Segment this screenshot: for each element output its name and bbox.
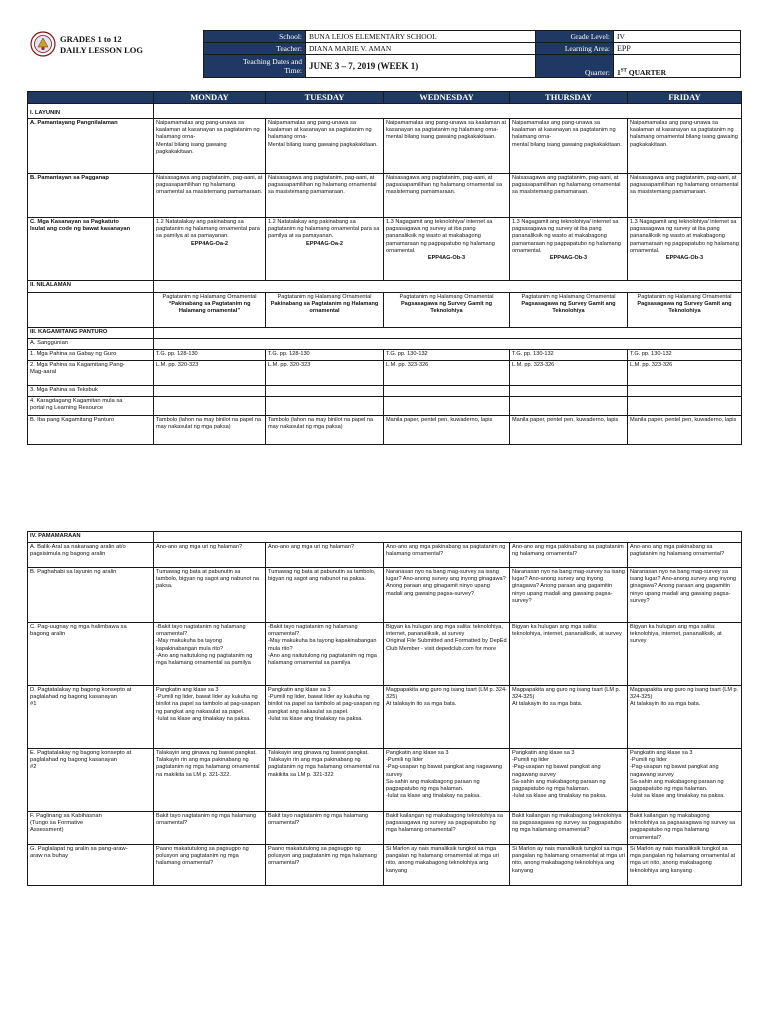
- nilalaman-blank: [28, 293, 154, 328]
- table-cell: T.G. pp. 128-130: [266, 350, 384, 361]
- table-cell: Naipamamalas ang pang-unawa sa kaalaman at kasanayan sa pagtatanim ng halamang orna- mental bilang isang gawaing pagkakakitaan.: [384, 119, 510, 174]
- table-cell: L.M. pp. 323-326: [628, 361, 742, 386]
- competency-text: 1.3 Nagagamit ang teknolohiya/ internet sa pagsasagawa ng survey at iba pang pananaliksik ng wasto at makabagong pamamaraan ng pagpapatubo ng halamang ornamental.: [512, 219, 621, 254]
- nilalaman-label: II. NILALAMAN: [28, 281, 154, 293]
- table-cell: Naranasan nyo na bang mag-survey sa isang lugar? Ano-anong survey ang inyong ginagawa? Anong paraan ang gagamitin ninyo upang madali ang gawaing pagsa-survey?: [628, 568, 742, 623]
- iba-pang-kagamitan-row: [28, 416, 742, 445]
- kagamitan-spacer: [154, 328, 742, 339]
- dates-label: [204, 55, 306, 78]
- corner-cell: [28, 92, 154, 104]
- gabay-guro-row: [28, 350, 742, 361]
- competency-text: 1.2 Natatalakay ang pakinabang sa pagtatanim ng halamang ornamental para sa pamilya at sa pamayanan.: [268, 219, 380, 240]
- table-cell: [266, 386, 384, 397]
- row-label: A. Pamantayang Pangnilalaman: [28, 119, 154, 174]
- pamamaraan-row: [28, 532, 742, 543]
- table-cell: Pangkatin ang klase sa 3 -Pumili ng lider -Pag-usapan ng bawat pangkat ang nagawang survey Sa-sahin ang makabagong paraan ng pagpapatubo ng mga halaman. -Iulat sa klase ang tinalakay na paksa.: [510, 749, 628, 812]
- teksbuk-row: [28, 386, 742, 397]
- row-label: G. Paglalapat ng aralin sa pang-araw- araw na buhay: [28, 845, 154, 886]
- kagamitang-mag-aaral-row: [28, 361, 742, 386]
- table-cell: Tambolo (lahon na may binilot na papel na may nakasulat ng mga paksa): [266, 416, 384, 445]
- grade-level-value: IV: [614, 31, 741, 43]
- lesson-table-1: [27, 91, 742, 445]
- kagamitan-row: [28, 328, 742, 339]
- table-cell: -Bakit tayo nagtatanim ng halamang ornamental? -May makukuha ba tayong kapakinabangan mula rito? -Ano ang naitutulong ng pagtatanim ng mga halamang ornamental sa pamilya: [266, 623, 384, 686]
- table-cell: T.G. pp. 130-132: [510, 350, 628, 361]
- sanggunian-spacer: [154, 339, 742, 350]
- table-cell: Manila paper, pentel pen, kuwaderno, lapis: [628, 416, 742, 445]
- pagtatalakay-1-row: [28, 686, 742, 749]
- table-cell: Bakit kailangan ng makabagong teknolohiya sa pagsasagawa ng survey sa pagpapatubo ng mga halamang ornamental?: [384, 812, 510, 845]
- table-cell: Naisasagawa ang pagtatanim, pag-aani, at pagsasapamilihan ng halamang ornamental sa masistemang pamamaraan.: [154, 174, 266, 218]
- row-label: B. Iba pang Kagamitang Panturo: [28, 416, 154, 445]
- row-label: [28, 218, 154, 281]
- layunin-label: I. LAYUNIN: [28, 104, 154, 119]
- sanggunian-row: [28, 339, 742, 350]
- table-cell: [154, 397, 266, 416]
- day-tuesday: TUESDAY: [266, 92, 384, 104]
- content-subtitle: Pagsasagawa ng Survey Gamit ng Teknolohiya: [400, 301, 493, 315]
- row-label-text: C. Mga Kasanayan sa Pagkatuto Isulat ang code ng bawat kasanayan: [30, 219, 131, 233]
- table-cell: Naranasan nyo na bang mag-survey sa isang lugar? Ano-anong survey ang inyong ginagawa? Anong paraan ang gagamitin ninyo upang madali ang gawaing pagsa-survey?: [510, 568, 628, 623]
- row-label: E. Pagtatalakay ng bagong konsepto at paglalahad ng bagong kasanayan #2: [28, 749, 154, 812]
- table-cell: [384, 386, 510, 397]
- table-cell: Manila paper, pentel pen, kuwaderno, lapis: [510, 416, 628, 445]
- balik-aral-row: [28, 543, 742, 568]
- table-cell: Pangkatin ang klase sa 3 -Pumili ng lider -Pag-usapan ng bawat pangkat ang nagawang survey Sa-sahin ang makabagong paraan ng pagpapatubo ng mga halaman. -Iulat sa klase ang tinalakay na paksa.: [628, 749, 742, 812]
- table-cell: Naipamamalas ang pang-unawa sa kaalaman at kasanayan sa pagtatanim ng halamang orna- mental bilang isang gawaing pagkakakitaan.: [510, 119, 628, 174]
- table-cell: Si Marlon ay nais manaliksik tungkol sa mga pangalan ng halamang ornamental at mga uri nito, anong makabagong teknolohiya ang kanyang: [384, 845, 510, 886]
- table-cell: Talakayin ang ginawa ng bawat pangkat. Talakayin rin ang mga pakinabang ng pagtatanim ng mga halamang ornamental na makikita sa LM p. 321-322.: [154, 749, 266, 812]
- table-cell: [384, 397, 510, 416]
- content-subtitle: “Pakinabang sa Pagtatanim ng Halamang ornamental”: [168, 301, 251, 315]
- form-title-line2: DAILY LESSON LOG: [60, 44, 143, 55]
- content-title: Pagtatanim ng Halamang Ornamental: [399, 294, 494, 300]
- teacher-value: DIANA MARIE V. AMAN: [306, 43, 536, 55]
- row-label: D. Pagtatalakay ng bagong konsepto at paglalahad ng bagong kasanayan #1: [28, 686, 154, 749]
- nilalaman-spacer: [154, 281, 742, 293]
- table-cell: Paano makatutulong sa pagsugpo ng polusyon ang pagtatanim ng mga halamang ornamental?: [154, 845, 266, 886]
- content-subtitle: Pagsasagawa ng Survey Gamit ang Teknolohiya: [521, 301, 616, 315]
- table-cell: Talakayin ang ginawa ng bawat pangkat. Talakayin rin ang mga pakinabang ng pagtatanim ng mga halamang ornamental na makikita sa LM p. 321-322: [266, 749, 384, 812]
- table-cell: Naisasagawa ang pagtatanim, pag-aani, at pagsasapamilihan ng halamang ornamental sa masistemang pamamaraan.: [510, 174, 628, 218]
- nilalaman-row: [28, 281, 742, 293]
- table-cell: T.G. pp. 128-130: [154, 350, 266, 361]
- table-cell: -Bakit tayo nagtatanim ng halamang ornamental? -May makukuha ba tayong kapakinabangan mula rito? -Ano ang naitutulong ng pagtatanim ng mga halamang ornamental sa pamilya: [154, 623, 266, 686]
- table-cell: Pangkatin ang klase sa 3 -Pumili ng lider -Pag-usapan ng bawat pangkat ang nagawang survey Sa-sahin ang makabagong paraan ng pagpapatubo ng mga halaman. -Iulat sa klase ang tinalakay na paksa.: [384, 749, 510, 812]
- table-cell: L.M. pp. 320-323: [154, 361, 266, 386]
- row-label: 1. Mga Pahina sa Gabay ng Guro: [28, 350, 154, 361]
- content-subtitle: Pakinabang sa Pagtatanim ng Halamang ornamental: [270, 301, 379, 315]
- table-cell: [384, 293, 510, 328]
- table-cell: Bakit kailangan ng makabagong teknolohiya sa pagsasagawa ng survey sa pagpapatubo ng mga halamang ornamental?: [628, 812, 742, 845]
- pamamaraan-label: IV. PAMAMARAAN: [28, 532, 154, 543]
- table-cell: Naipamamalas ang pang-unawa sa kaalaman at kasanayan sa pagtatanim ng halamang ornamental bilang isang gawaing pagkakakitaan.: [628, 119, 742, 174]
- layunin-row: [28, 104, 742, 119]
- quarter-number: 1: [617, 68, 621, 77]
- day-monday: MONDAY: [154, 92, 266, 104]
- table-cell: Naisasagawa ang pagtatanim, pag-aani, at pagsasapamilihan ng halamang ornamental sa masistemang pamamaraan.: [628, 174, 742, 218]
- quarter-value: [614, 55, 741, 78]
- school-value: BUNA LEJOS ELEMENTARY SCHOOL: [306, 31, 536, 43]
- competency-text: 1.2 Natatalakay ang pakinabang sa pagtatanim ng halamang ornamental para sa pamilya at sa pamayanan.: [156, 219, 260, 240]
- quarter-suffix: QUARTER: [626, 68, 666, 77]
- row-label: 3. Mga Pahina sa Teksbuk: [28, 386, 154, 397]
- seal-icon: [30, 31, 56, 57]
- table-cell: Bigyan ka hulugan ang mga salita: teknolohiya, internet, pananaliksik, at survey: [510, 623, 628, 686]
- lesson-table-2: [27, 531, 742, 886]
- day-wednesday: WEDNESDAY: [384, 92, 510, 104]
- competency-text: 1.3 Nagagamit ang teknolohiya/ internet sa pagsasagawa ng survey at iba pang pananaliksik ng wasto at makabagong pamamaraan ng pagpapatubo ng halamang ornamental.: [630, 219, 739, 254]
- day-header-row: [28, 92, 742, 104]
- day-thursday: THURSDAY: [510, 92, 628, 104]
- competency-code: EPP4AG-Ob-3: [427, 255, 466, 262]
- content-title: Pagtatanim ng Halamang Ornamental: [521, 294, 616, 300]
- table-cell: Tumawag ng bata at pabunutin sa tambolo, bigyan ng sagot ang nabunot na paksa.: [266, 568, 384, 623]
- form-title: [60, 34, 143, 55]
- table-cell: [628, 218, 742, 281]
- kagamitan-label: III. KAGAMITANG PANTURO: [28, 328, 154, 339]
- dates-label-line2: Time:: [284, 66, 302, 75]
- content-title: Pagtatanim ng Halamang Ornamental: [277, 294, 372, 300]
- table-cell: [510, 386, 628, 397]
- table-cell: Pangkatin ang klase sa 3 -Pumili ng lider, bawat lider ay kukuha ng binilot na papel sa tambolo at pag-usapan ng pangkat ang nakasulat sa papel. -Iulat sa klase ang tinalakay na paksa.: [154, 686, 266, 749]
- school-label: School:: [204, 31, 306, 43]
- row-label: F. Paglinang sa Kabihasnan (Tungo sa Formative Assessment): [28, 812, 154, 845]
- form-title-line1: GRADES 1 to 12: [60, 34, 122, 44]
- table-cell: T.G. pp. 130-132: [628, 350, 742, 361]
- table-cell: [628, 386, 742, 397]
- table-cell: [510, 397, 628, 416]
- table-cell: [154, 386, 266, 397]
- table-cell: Naipamamalas ang pang-unawa sa kaalaman at kasanayan sa pagtatanim ng halamang orna- Mental bilang isang gawaing pagkakakitaan.: [266, 119, 384, 174]
- dates-label-line1: Teaching Dates and: [242, 57, 302, 66]
- competency-code: EPP4AG-Oa-2: [306, 240, 343, 247]
- table-cell: Si Marlon ay nais manaliksik tungkol sa mga pangalan ng halamang ornamental at mga uri nito, anong makabagong teknolohiya ang kanyang: [628, 845, 742, 886]
- competency-text: 1.3 Nagagamit ang teknolohiya/ internet sa pagsasagawa ng survey at iba pang pananaliksik ng wasto at makabagong pamamaraan ng pagpapatubo ng halamang ornamental.: [386, 219, 495, 254]
- row-label: B. Pamantayan sa Pagganap: [28, 174, 154, 218]
- table-cell: [510, 293, 628, 328]
- table-cell: L.M. pp. 323-326: [384, 361, 510, 386]
- table-cell: [154, 218, 266, 281]
- teacher-label: Teacher:: [204, 43, 306, 55]
- table-cell: Manila paper, pentel pen, kuwaderno, lapis: [384, 416, 510, 445]
- table-cell: Magpapakita ang guro ng isang tsart (LM p. 324-325) At talakayin ito sa mga bata.: [628, 686, 742, 749]
- pag-uugnay-row: [28, 623, 742, 686]
- row-label: 4. Karagdagang Kagamitan mula sa portal ng Learning Resource: [28, 397, 154, 416]
- table-cell: [628, 293, 742, 328]
- learning-area-label: Learning Area:: [536, 43, 614, 55]
- table-cell: Bakit tayo nagtatanim ng mga halamang ornamental?: [154, 812, 266, 845]
- grade-level-label: Grade Level:: [536, 31, 614, 43]
- table-cell: Ano-ano ang mga uri ng halaman?: [154, 543, 266, 568]
- table-cell: Pangkatin ang klase sa 3 -Pumili ng lider, bawat lider ay kukuha ng binilot na papel sa tambolo at pag-usapan ng pangkat ang nakasulat sa papel. -Iulat sa klase ang tinalakay na paksa.: [266, 686, 384, 749]
- table-cell: Paano makatutulong sa pagsugpo ng polusyon ang pagtatanim ng mga halamang ornamental?: [266, 845, 384, 886]
- table-cell: [266, 218, 384, 281]
- table-cell: Bakit tayo nagtatanim ng mga halamang ornamental?: [266, 812, 384, 845]
- day-friday: FRIDAY: [628, 92, 742, 104]
- table-cell: Si Marlon ay nais manaliksik tungkol sa mga pangalan ng halamang ornamental at mga uri nito, anong makabagong teknolohiya ang kanyang: [510, 845, 628, 886]
- dates-value: JUNE 3 – 7, 2019 (WEEK 1): [306, 55, 536, 78]
- content-title: Pagtatanim ng Halamang Ornamental: [637, 294, 732, 300]
- table-cell: [510, 218, 628, 281]
- row-label: C. Pag-uugnay ng mga halimbawa sa bagong aralin: [28, 623, 154, 686]
- table-cell: Ano-ano ang mga uri ng halaman?: [266, 543, 384, 568]
- table-cell: Naranasan nyo na bang mag-survey sa isang lugar? Ano-anong survey ang inyong ginagawa? Anong paraan ang ginagamit ninyo upang madali ang gawaing pagsa-survey?: [384, 568, 510, 623]
- competency-code: EPP4AG-Ob-3: [549, 255, 588, 262]
- table-cell: Naisasagawa ang pagtatanim, pag-aani, at pagsasapamilihan ng halamang ornamental sa masistemang pamamaraan.: [266, 174, 384, 218]
- kasanayan-sa-pagkatuto-row: [28, 218, 742, 281]
- table-cell: [266, 293, 384, 328]
- row-label: A. Balik-Aral sa nakaraang aralin at/o pagsisimula ng bagong aralin: [28, 543, 154, 568]
- quarter-label: Quarter:: [536, 55, 614, 78]
- content-title: Pagtatanim ng Halamang Ornamental: [162, 294, 257, 300]
- table-cell: Ano-ano ang mga pakinabang sa pagtatanim ng halamang ornamental?: [510, 543, 628, 568]
- nilalaman-content-row: [28, 293, 742, 328]
- table-cell: [154, 293, 266, 328]
- table-cell: T.G. pp. 130-132: [384, 350, 510, 361]
- learning-area-value: EPP: [614, 43, 741, 55]
- table-cell: [628, 397, 742, 416]
- table-cell: [266, 397, 384, 416]
- pamamaraan-spacer: [154, 532, 742, 543]
- learning-resource-row: [28, 397, 742, 416]
- pagtatalakay-2-row: [28, 749, 742, 812]
- deped-seal: [30, 31, 56, 57]
- table-cell: Naipamamalas ang pang-unawa sa kaalaman at kasanayan sa pagtatanim ng halamang orna- Mental bilang isang gawaing pagkakakitaan.: [154, 119, 266, 174]
- table-cell: Magpapakita ang guro ng isang tsart (LM p. 324-325) At talakayin ito sa mga bata.: [510, 686, 628, 749]
- table-cell: Bakit kailangan ng makabagong teknolohiya sa pagsasagawa ng survey sa pagpapatubo ng mga halamang ornamental?: [510, 812, 628, 845]
- table-cell: Ano-ano ang mga pakinabang sa pagtatanim ng halamang ornamental?: [384, 543, 510, 568]
- table-cell: L.M. pp. 320-323: [266, 361, 384, 386]
- paghahabi-row: [28, 568, 742, 623]
- table-cell: Bigyan ka hulugan ang mga salita: teknolohiya, internet, pananaliksik, at survey: [628, 623, 742, 686]
- table-cell: Magpapakita ang guro ng isang tsart (LM p. 324-325) At talakayin ito sa mga bata.: [384, 686, 510, 749]
- pamantayang-pangnilalaman-row: [28, 119, 742, 174]
- layunin-spacer: [154, 104, 742, 119]
- paglalapat-row: [28, 845, 742, 886]
- table-cell: Naisasagawa ang pagtatanim, pag-aani, at pagsasapamilihan ng halamang ornamental sa masistemang pamamaraan.: [384, 174, 510, 218]
- table-cell: L.M. pp. 323-326: [510, 361, 628, 386]
- content-subtitle: Pagsasagawa ng Survey Gamit ang Teknolohiya: [637, 301, 732, 315]
- table-cell: Tumawag ng bata at pabunutin sa tambolo, bigyan ng sagot ang nabunot na paksa.: [154, 568, 266, 623]
- quarter-superscript: ST: [620, 68, 627, 74]
- table-cell: Bigyan ka hulugan ang mga salita: teknolohiya, internet, pananaliksik, at survey Original File Submitted and Formatted by DepEd Club Member - visit depedclub.com for more: [384, 623, 510, 686]
- competency-code: EPP4AG-Oa-2: [191, 240, 228, 247]
- row-label: B. Paghahabi sa layunin ng aralin: [28, 568, 154, 623]
- pamantayan-sa-pagganap-row: [28, 174, 742, 218]
- table-cell: Ano-ano ang mga pakinabang sa pagtatanim ng halamang ornamental?: [628, 543, 742, 568]
- row-label: 2. Mga Pahina sa Kagamitang Pang- Mag-aaral: [28, 361, 154, 386]
- header-grid: [203, 30, 741, 78]
- competency-code: EPP4AG-Ob-3: [665, 255, 704, 262]
- table-cell: [384, 218, 510, 281]
- paglinang-row: [28, 812, 742, 845]
- table-cell: Tambolo (lahon na may binilot na papel na may nakasulat ng mga paksa): [154, 416, 266, 445]
- sanggunian-label: A. Sanggunian: [28, 339, 154, 350]
